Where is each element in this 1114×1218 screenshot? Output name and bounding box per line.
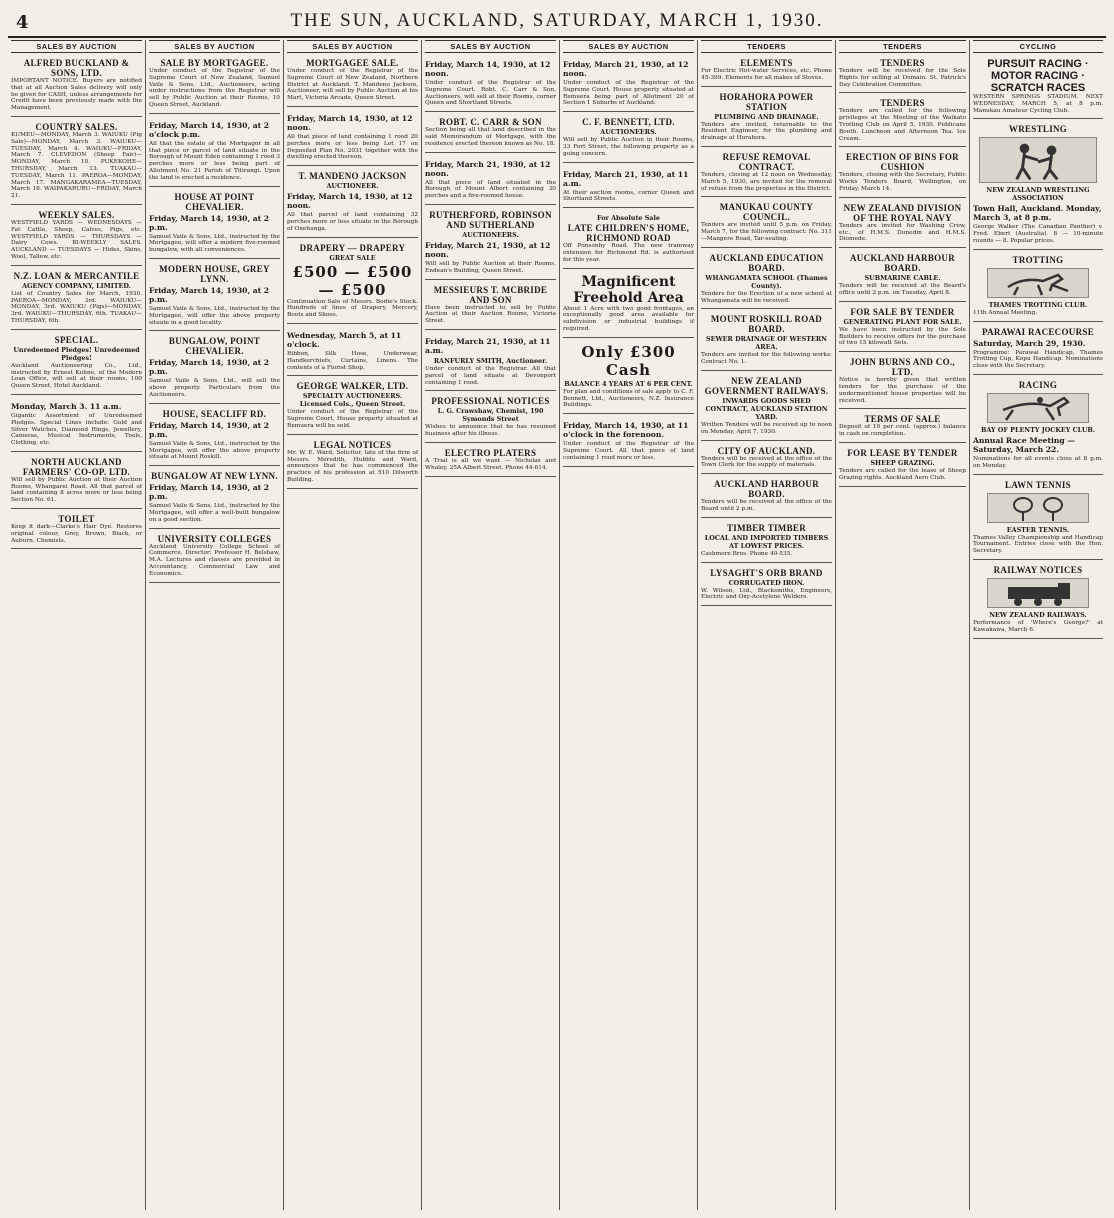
horse-icon xyxy=(988,269,1088,297)
ad-notice xyxy=(563,56,694,112)
ad-subtitle: For Absolute Sale xyxy=(597,214,660,223)
ad-notice xyxy=(973,253,1103,322)
ad-subtitle: SUBMARINE CABLE. xyxy=(864,274,941,283)
ad-notice xyxy=(973,378,1103,475)
ad-body: Programme: Parawai Handicap, Thames Trotting Cup, Kopu Handicap. Nominations close with the Secretary. xyxy=(973,349,1103,370)
ad-title: GEORGE WALKER, LTD. xyxy=(296,381,409,392)
ad-body: Will sell by Public Auction in their Rooms, 33 Fort Street, the following property as a going concern. xyxy=(563,137,694,157)
ad-notice xyxy=(287,438,418,489)
ad-title: COUNTRY SALES. xyxy=(35,121,118,132)
ad-notice xyxy=(563,166,694,209)
ad-subtitle: AGENCY COMPANY, LIMITED. xyxy=(22,281,131,290)
ad-headline: Magnificent Freehold Area xyxy=(573,273,684,306)
ad-subtitle: SEWER DRAINAGE OF WESTERN AREA. xyxy=(706,335,827,352)
ad-subtitle: SHEEP GRAZING. xyxy=(870,458,935,467)
ad-date: Friday, March 14, 1930, at 2 p.m. xyxy=(149,285,270,304)
ad-date: Friday, March 14, 1930, at 11 o'clock in the forenoon. xyxy=(563,421,689,440)
ad-title: BUNGALOW, POINT CHEVALIER. xyxy=(168,336,261,357)
ad-body: Keep it dark—Clarke's Hair Dye. Restores original colour, Grey, Brown, Black, or Auburn. Chemists. xyxy=(11,524,142,544)
ad-title: PARAWAI RACECOURSE xyxy=(982,326,1094,337)
ad-body: Tenders will be received at the office of the Town Clerk for the supply of materials. xyxy=(701,455,832,469)
ad-subtitle: EASTER TENNIS. xyxy=(1006,525,1070,534)
ad-body: At their auction rooms, corner Queen and Shortland Streets. xyxy=(563,189,694,203)
ad-body: KUMEU—MONDAY, March 3. WAIUKU (Pig Sale)—MONDAY, March 3. WAIUKU—TUESDAY, March 4. WAIUKU—FRIDAY, March 7. CLEVEDON (Sheep Fair)—MONDAY, March 10. PUKEKOHE—THURSDAY, March 13. TUAKAU—TUESDAY, March 11. PAEROA—MONDAY, March 17. MANGAKARAMEA—TUESDAY, March 18. WAIPAKARURU—FRIDAY, March 21. xyxy=(11,131,142,200)
ad-body: Notice is hereby given that written tenders for the purchase of the undermentioned house properties will be received. xyxy=(839,377,966,404)
ad-title: HOUSE, SEACLIFF RD. xyxy=(162,408,267,419)
ad-body: Tenders will be received at the office of the Board until 2 p.m. xyxy=(701,499,832,512)
ad-body: Tenders are invited for the following works: Contract No. 1. xyxy=(701,352,832,366)
column-4 xyxy=(422,40,560,1210)
ad-body: Tenders, closing with the Secretary, Public Works Tenders Board, Wellington, on Friday, March 14. xyxy=(839,172,966,192)
ad-date: Wednesday, March 5, at 11 o'clock. xyxy=(287,330,402,349)
ad-title: MORTGAGEE SALE. xyxy=(306,58,399,68)
ad-notice xyxy=(563,211,694,268)
ad-subtitle: Unredeemed Pledges! Unredeemed Pledges! xyxy=(13,345,140,362)
ad-title: RACING xyxy=(1018,379,1058,390)
ad-notice xyxy=(701,374,832,441)
ad-notice xyxy=(563,115,694,162)
ad-body: Will sell by Public Auction at their Rooms, Endean's Building, Queen Street. xyxy=(425,260,556,274)
ad-subtitle: GENERATING PLANT FOR SALE. xyxy=(843,317,962,326)
ad-title: T. MANDENO JACKSON xyxy=(298,171,407,182)
ad-subtitle: AUCTIONEERS. xyxy=(600,128,657,137)
ad-body: List of Country Sales for March, 1930. PAEROA—MONDAY, 3rd. WAIUKU—MONDAY, 3rd. WAIUKU (Pigs)—MONDAY, 3rd. WAIUKU—THURSDAY, 6th. TUAKAU—THURSDAY, 6th. xyxy=(11,290,142,324)
ad-notice xyxy=(425,446,556,477)
ad-notice xyxy=(701,521,832,563)
ad-subtitle: NEW ZEALAND WRESTLING ASSOCIATION xyxy=(986,186,1090,203)
ad-title: MESSIEURS T. MCBRIDE AND SON xyxy=(433,284,548,305)
ad-title: TERMS OF SALE xyxy=(864,414,941,425)
ad-title: PROFESSIONAL NOTICES xyxy=(431,396,550,407)
ad-date: Friday, March 21, 1930, at 11 a.m. xyxy=(563,169,689,188)
ad-notice xyxy=(701,477,832,518)
ad-date: Monday, March 3. 11 a.m. xyxy=(11,401,122,411)
ad-notice xyxy=(149,117,280,187)
ad-body: Tenders, closing at 12 noon on Wednesday, March 5, 1930, are invited for the removal of refuse from the properties in the District. xyxy=(701,171,832,192)
ad-notice xyxy=(563,272,694,338)
ad-title: LATE CHILDREN'S HOME, RICHMOND ROAD xyxy=(567,223,690,244)
ad-notice xyxy=(839,412,966,443)
ad-title: MOUNT ROSKILL ROAD BOARD. xyxy=(710,314,823,335)
ad-title: BUNGALOW AT NEW LYNN. xyxy=(151,471,278,482)
ad-notice xyxy=(425,208,556,280)
ad-body: IMPORTANT NOTICE. Buyers are notified that at all Auction Sales delivery will only be given for CASH, unless arrangements for Credit have been previously made with the Management. xyxy=(11,78,142,112)
ad-body: Thames Valley Championship and Handicap Tournament. Entries close with the Hon. Secretary. xyxy=(973,534,1103,555)
ad-notice xyxy=(839,446,966,487)
ad-title: DRAPERY — DRAPERY xyxy=(299,242,406,253)
ad-notice xyxy=(11,455,142,509)
ad-body: Samuel Vaile & Sons, Ltd., will sell the above property. Particulars from the Auctioneers. xyxy=(149,378,280,398)
ad-title: AUCKLAND HARBOUR BOARD. xyxy=(849,253,956,274)
ad-body: Cashmore Bros. Phone 40-535. xyxy=(701,550,793,557)
ad-notice xyxy=(563,417,694,466)
ad-body: Deposit of 10 per cent. (approx.) balance in cash on completion. xyxy=(839,424,966,438)
ad-date: Annual Race Meeting — Saturday, March 22. xyxy=(973,435,1075,454)
ad-body: Auckland Auctioneering Co., Ltd., instructed by Ernest Kuhne, of the Modern Loan Office, will sell at their rooms, 100 Queen Street, Hotel Auckland. xyxy=(11,362,142,390)
wrestlers-icon xyxy=(980,138,1096,182)
newspaper-title: THE SUN, AUCKLAND, SATURDAY, MARCH 1, 1930. xyxy=(290,10,824,31)
ad-title: TROTTING xyxy=(1012,254,1064,265)
ad-title: HOUSE AT POINT CHEVALIER. xyxy=(174,191,255,212)
section-heading: SALES BY AUCTION xyxy=(425,40,556,53)
ad-body: Tenders are invited, returnable to the Resident Engineer, for the plumbing and drainage at Horahora. xyxy=(701,121,832,142)
ad-notice xyxy=(973,325,1103,375)
ad-body: Under conduct of the Registrar of the Supreme Court, House property situated at Remuera will be sold. xyxy=(287,409,418,429)
ad-body: Continuation Sale of Messrs. Bodie's Stock. Hundreds of lines of Drapery, Mercery, Boots and Shoes. xyxy=(287,298,418,319)
ad-date: Saturday, March 29, 1930. xyxy=(973,338,1086,348)
ad-subtitle: BALANCE 4 YEARS AT 6 PER CENT. xyxy=(564,379,693,388)
ad-title: JOHN BURNS AND CO., LTD. xyxy=(850,357,955,378)
ad-body: All that piece of land situated in the Borough of Mount Albert containing 30 perches and a five-roomed house. xyxy=(425,179,556,200)
ad-title: SPECIAL. xyxy=(54,334,99,345)
ad-body: Samuel Vaile & Sons, Ltd., instructed by the Mortgagee, will offer the above property situate at Mount Roskill. xyxy=(149,440,280,461)
ad-subtitle: PLUMBING AND DRAINAGE. xyxy=(714,112,819,121)
section-heading: SALES BY AUCTION xyxy=(287,40,418,53)
racehorse-icon xyxy=(988,394,1088,422)
ad-notice xyxy=(149,56,280,114)
ad-notice xyxy=(701,566,832,607)
ad-notice xyxy=(839,305,966,352)
ad-title: RUTHERFORD, ROBINSON AND SUTHERLAND xyxy=(429,209,552,230)
ad-title: AUCKLAND EDUCATION BOARD. xyxy=(709,252,824,273)
section-heading: CYCLING xyxy=(973,40,1103,53)
ad-subtitle: BAY OF PLENTY JOCKEY CLUB. xyxy=(980,425,1096,434)
ad-notice xyxy=(839,150,966,197)
tennis-illustration xyxy=(987,493,1089,523)
ad-notice xyxy=(701,200,832,247)
sale-amount: £500 — £500 — £500 xyxy=(292,262,413,299)
ad-title: LEGAL NOTICES xyxy=(313,439,392,450)
ad-body: Performance of 'Where's George?' at Kawakawa, March 6. xyxy=(973,619,1103,633)
ad-body: Nominations for all events close at 8 p.m. on Monday. xyxy=(973,455,1103,469)
column-2 xyxy=(146,40,284,1210)
section-heading: SALES BY AUCTION xyxy=(11,40,142,53)
ad-notice xyxy=(701,251,832,310)
ad-body: George Walker (The Canadian Panther) v. Fred. Ebert (Australia). 8 — 10-minute rounds — 8. Popular prices. xyxy=(973,224,1103,244)
ad-date: Friday, March 14, 1930, at 12 noon. xyxy=(425,60,551,78)
ad-notice xyxy=(287,56,418,107)
ad-title: NEW ZEALAND GOVERNMENT RAILWAYS. xyxy=(704,375,829,396)
ad-title: HORAHORA POWER STATION xyxy=(719,91,814,112)
ad-notice xyxy=(11,333,142,395)
column-5 xyxy=(560,40,698,1210)
ad-title: WRESTLING xyxy=(1008,124,1068,135)
ad-title: LAWN TENNIS xyxy=(1005,479,1071,490)
ad-body: For plan and conditions of sale apply to C. F. Bennett, Ltd., Auctioneers, N.Z. Insurance Buildings. xyxy=(563,388,694,409)
ad-date: Friday, March 14, 1930, at 12 noon. xyxy=(287,192,413,211)
ad-notice xyxy=(839,355,966,409)
ad-notice xyxy=(973,563,1103,639)
ad-title: ERECTION OF BINS FOR CUSHION xyxy=(846,152,959,173)
ad-notice xyxy=(149,262,280,331)
ad-date: Friday, March 21, 1930, at 12 noon. xyxy=(425,240,551,259)
ad-date: Town Hall, Auckland. Monday, March 3, at 8 p.m. xyxy=(973,204,1102,223)
ad-body: Tenders will be received for the Sole Rights for selling at Domain. St. Patrick's Day Celebration Committee. xyxy=(839,68,966,88)
column-1 xyxy=(8,40,146,1210)
ad-title: ELECTRO PLATERS xyxy=(444,447,537,458)
ad-notice xyxy=(701,444,832,475)
ad-notice xyxy=(149,469,280,528)
ad-title: TENDERS xyxy=(880,98,925,109)
ad-subtitle: LOCAL AND IMPORTED TIMBERS AT LOWEST PRICES. xyxy=(704,533,829,550)
masthead xyxy=(8,6,1106,38)
ad-subtitle: L. G. Crawshaw, Chemist, 190 Symonds Street xyxy=(437,407,544,424)
ad-notice xyxy=(425,115,556,152)
ad-body: Tenders for the Erection of a new school at Whangamata will be received. xyxy=(701,290,832,304)
ad-subtitle: RANFURLY SMITH, Auctioneer. xyxy=(433,356,548,365)
ad-body: A Trial is all we want — Nicholas and Whaley, 25A Albert Street. Phone 44-614. xyxy=(425,457,556,471)
ad-body: Written Tenders will be received up to noon on Monday, April 7, 1930. xyxy=(701,421,832,435)
ad-body: Tenders are invited until 5 p.m. on Friday, March 7, for the following contract: No. 311—Mangere Road, Tar-sealing. xyxy=(701,222,832,242)
ad-notice xyxy=(425,156,556,205)
ad-body: Gigantic Assortment of Unredeemed Pledges. Special Lines include: Gold and Silver Watches, Diamond Rings, Jewellery, Cameras, Musical Instruments, Tools, Clothing, etc. xyxy=(11,412,142,447)
racehorse-illustration xyxy=(987,393,1089,423)
ad-title: AUCKLAND HARBOUR BOARD. xyxy=(713,479,820,500)
ad-title: FOR SALE BY TENDER xyxy=(850,306,955,317)
ad-notice xyxy=(149,190,280,259)
ad-subtitle: THAMES TROTTING CLUB. xyxy=(988,300,1088,309)
ad-body: Ribbon, Silk Hose, Underwear, Handkerchiefs, Curtains, Linens. The contents of a Florist Shop. xyxy=(287,350,418,371)
column-7 xyxy=(836,40,970,1210)
ad-subtitle: GREAT SALE xyxy=(329,253,376,262)
ad-body: W. Wilson, Ltd., Blacksmiths, Engineers, Electric and Oxy-Acetylene Welders. xyxy=(701,587,832,601)
ad-notice xyxy=(287,241,418,324)
sale-amount: Only £300 Cash xyxy=(581,342,676,379)
ad-title: TIMBER TIMBER xyxy=(727,522,806,533)
ad-title: RAILWAY NOTICES xyxy=(993,564,1083,575)
ad-title: LYSAGHT'S ORB BRAND xyxy=(710,567,823,578)
ad-notice xyxy=(287,110,418,166)
ad-body: Samuel Vaile & Sons, Ltd., instructed by the Mortgagee, will offer a well-built bungalow on a good section. xyxy=(149,503,280,523)
ad-body: Have been instructed to sell by Public Auction at their Auction Rooms, Victoria Street. xyxy=(425,304,556,325)
ad-notice xyxy=(839,201,966,248)
ad-date: Friday, March 14, 1930, at 2 p.m. xyxy=(149,420,270,439)
ad-date: Friday, March 14, 1930, at 2 p.m. xyxy=(149,213,270,232)
ad-title: TENDERS xyxy=(880,58,925,68)
ad-body: Under conduct of the Registrar of the Supreme Court of New Zealand, Northern District at Auckland. T. Mandeno Jackson, Auctioneer, will sell by Public Auction at his Mart, Victoria Arcade, Queen Street. xyxy=(287,68,418,102)
tennis-racket-icon xyxy=(988,494,1088,522)
ad-date: Friday, March 21, 1930, at 12 noon. xyxy=(563,60,689,78)
ad-subtitle: SPECIALTY AUCTIONEERS. Licensed Cols., Queen Street. xyxy=(299,392,406,409)
ad-title: NEW ZEALAND DIVISION OF THE ROYAL NAVY xyxy=(843,202,962,223)
ad-title: REFUSE REMOVAL CONTRACT. xyxy=(722,151,811,172)
ad-date: Friday, March 21, 1930, at 12 noon. xyxy=(425,159,551,178)
locomotive-illustration xyxy=(987,578,1089,608)
ad-notice xyxy=(287,379,418,434)
ad-body: Tenders are called for the following privileges at the Meeting of the Waikato Trotting Club on April 5, 1930. Publicans Booth. Luncheon and Afternoon Tea. Ice Cream. xyxy=(839,108,966,142)
ad-body: Under conduct of the Registrar of the Supreme Court of New Zealand, Samuel Vaile & Sons, Ltd., Auctioneers, acting under instructions from the Registrar will sell by Public Auction at their Rooms, 10 Queen Street, Auckland. xyxy=(149,68,280,108)
page-number: 4 xyxy=(16,12,29,33)
ad-notice xyxy=(839,56,966,93)
ad-title: ROBT. C. CARR & SON xyxy=(439,117,542,128)
ad-date: Friday, March 21, 1930, at 11 a.m. xyxy=(425,336,551,355)
ad-notice xyxy=(11,512,142,549)
ad-body: Off Ponsonby Road. The new tramway extension for Richmond Rd. is authorised for this year. xyxy=(563,243,694,263)
ad-date: Friday, March 14, 1930, at 2 o'clock p.m. xyxy=(149,120,270,139)
ad-body: Section being all that land described in the said Memorandum of Mortgage, with the residence erected thereon known as No. 18. xyxy=(425,127,556,147)
ad-notice xyxy=(425,333,556,391)
ad-notice xyxy=(425,394,556,443)
ad-body: We have been instructed by the Sole Builders to receive offers for the purchase of two 15 kilowatt Sets. xyxy=(839,326,966,347)
ad-notice xyxy=(563,341,694,414)
ad-subtitle: CORRUGATED IRON. xyxy=(728,578,805,587)
trotting-illustration xyxy=(987,268,1089,298)
ad-notice xyxy=(701,312,832,371)
ad-notice xyxy=(701,90,832,147)
ad-notice xyxy=(425,56,556,112)
ad-notice xyxy=(287,169,418,237)
ad-title: CITY OF AUCKLAND. xyxy=(717,445,816,456)
section-heading: TENDERS xyxy=(839,40,966,53)
ad-body: WESTERN SPRINGS STADIUM. NEXT WEDNESDAY, MARCH 5, at 8 p.m. Manukau Amateur Cycling Club. xyxy=(973,94,1103,114)
ad-subtitle: INWARDS GOODS SHED CONTRACT, AUCKLAND STATION YARD. xyxy=(705,396,828,421)
ad-subtitle: WHANGAMATA SCHOOL (Thames County). xyxy=(705,273,828,290)
ad-title: ELEMENTS xyxy=(740,58,793,68)
ad-notice xyxy=(839,96,966,147)
ad-body: Auckland University College School of Commerce. Director: Professor H. Belshaw, M.A. Lectures and classes are provided in Accountancy, Commercial Law and Economics. xyxy=(149,543,280,577)
ad-body: Samuel Vaile & Sons, Ltd., instructed by the Mortgagee, will offer a modern five-roomed bungalow, with all conveniences. xyxy=(149,233,280,254)
ad-subtitle: NEW ZEALAND RAILWAYS. xyxy=(989,610,1087,619)
ad-title: MODERN HOUSE, GREY LYNN. xyxy=(159,263,270,284)
ad-body: Will sell by Public Auction at their Auction Rooms, Whangarei Road. All that parcel of land containing 8 acres more or less being Section No. 61. xyxy=(11,476,142,504)
ad-body: Samuel Vaile & Sons, Ltd., instructed by the Mortgagee, will offer the above property situate in a good locality. xyxy=(149,305,280,326)
locomotive-icon xyxy=(988,579,1088,607)
ad-body: Under conduct of the Registrar of the Supreme Court. House property situated at Remuera being part of Allotment 20 of Section 1 Suburbs of Auckland. xyxy=(563,80,694,107)
section-heading: SALES BY AUCTION xyxy=(149,40,280,53)
ad-body: Under conduct of the Registrar of the Supreme Court. Robt. C. Carr & Son, Auctioneers, will sell at their Rooms, corner Queen and Shortland Streets. xyxy=(425,80,556,107)
ad-notice xyxy=(973,122,1103,249)
ad-notice xyxy=(701,56,832,87)
ad-notice xyxy=(11,269,142,330)
ad-title: MANUKAU COUNTY COUNCIL. xyxy=(719,202,814,223)
ad-body: Under conduct of the Registrar of the Supreme Court. All that piece of land containing 1 rood more or less. xyxy=(563,441,694,461)
wrestlers-illustration xyxy=(979,137,1097,183)
column-3 xyxy=(284,40,422,1210)
ad-subtitle: AUCTIONEER. xyxy=(326,182,379,191)
ad-notice xyxy=(973,56,1103,119)
section-heading: SALES BY AUCTION xyxy=(563,40,694,53)
ad-title: NORTH AUCKLAND FARMERS' CO-OP. LTD. xyxy=(22,456,131,477)
ad-notice xyxy=(11,208,142,266)
column-8 xyxy=(970,40,1106,1210)
ad-notice xyxy=(11,56,142,117)
ad-body: Tenders are called for the lease of Sheep Grazing rights. Auckland Aero Club. xyxy=(839,467,966,481)
ad-body: Wishes to announce that he has resumed business after his illness. xyxy=(425,424,556,438)
ad-notice xyxy=(11,120,142,205)
ad-title: C. F. BENNETT, LTD. xyxy=(582,117,675,128)
ad-notice xyxy=(11,398,142,452)
ad-title: ALFRED BUCKLAND & SONS, LTD. xyxy=(23,58,130,78)
ad-body: Tenders are invited for Washing Crew, etc., of H.M.S. Dunedin and H.M.S. Diomede. xyxy=(839,222,966,243)
ad-notice xyxy=(149,407,280,466)
ad-body: All that parcel of land containing 32 perches more or less situate in the Borough of Onehunga. xyxy=(287,212,418,232)
ad-title: WEEKLY SALES. xyxy=(38,209,115,220)
event-headline: PURSUIT RACING · MOTOR RACING · SCRATCH RACES xyxy=(987,58,1089,94)
ad-body: Tenders will be received at the Board's office until 2 p.m. on Tuesday, April 8. xyxy=(839,283,966,296)
ad-notice xyxy=(973,478,1103,560)
ad-title: SALE BY MORTGAGEE. xyxy=(160,58,269,68)
column-6 xyxy=(698,40,836,1210)
ad-body: Mr. W. E. Ward, Solicitor, late of the firm of Messrs. Meredith, Hubble and Ward, announces that he has commenced the practice of his profession at 510 Dilworth Building. xyxy=(287,449,418,483)
ad-title: FOR LEASE BY TENDER xyxy=(847,447,958,458)
ad-date: Friday, March 14, 1930, at 2 p.m. xyxy=(149,483,270,502)
ad-date: Friday, March 14, 1930, at 12 noon. xyxy=(287,113,413,132)
ad-body: All that piece of land containing 1 rood 20 perches more or less being Lot 17 on Deposited Plan No. 2031 together with the dwelling erected thereon. xyxy=(287,133,418,161)
ad-body: All that the estate of the Mortgagor in all that piece or parcel of land situate in the Borough of Mount Eden containing 1 rood 3 perches more or less being part of Allotment No. 21 Parish of Titirangi. Upon the land is erected a residence. xyxy=(149,140,280,181)
ad-notice xyxy=(425,283,556,330)
ad-body: Under conduct of the Registrar. All that parcel of land situate at Devonport containing 1 rood. xyxy=(425,365,556,386)
ad-body: 11th Annual Meeting. xyxy=(973,309,1038,316)
ad-title: TOILET xyxy=(58,514,95,525)
ad-title: N.Z. LOAN & MERCANTILE xyxy=(13,270,140,281)
ad-notice xyxy=(149,532,280,583)
ad-title: UNIVERSITY COLLEGES xyxy=(157,533,272,544)
ad-body: WESTFIELD YARDS — WEDNESDAYS — Fat Cattle, Sheep, Calves, Pigs, etc. WESTFIELD YARDS — THURSDAYS — Dairy Cows. BI-WEEKLY SALES. AUCKLAND — TUESDAYS — Hides, Skins, Wool, Tallow, etc. xyxy=(11,219,142,260)
ad-notice xyxy=(149,334,280,403)
section-heading: TENDERS xyxy=(701,40,832,53)
ad-body: About 1 Acre with two good frontages, an exceptionally good area available for subdivision or industrial buildings if required. xyxy=(563,305,694,332)
ad-subtitle: AUCTIONEERS. xyxy=(462,230,519,239)
ad-notice xyxy=(701,150,832,197)
ad-body: For Electric Hot-water Services, etc. Phone 45-399. Elements for all makes of Stoves. xyxy=(701,68,832,81)
ad-notice xyxy=(839,251,966,302)
ad-date: Friday, March 14, 1930, at 2 p.m. xyxy=(149,358,270,377)
ad-notice xyxy=(287,327,418,376)
